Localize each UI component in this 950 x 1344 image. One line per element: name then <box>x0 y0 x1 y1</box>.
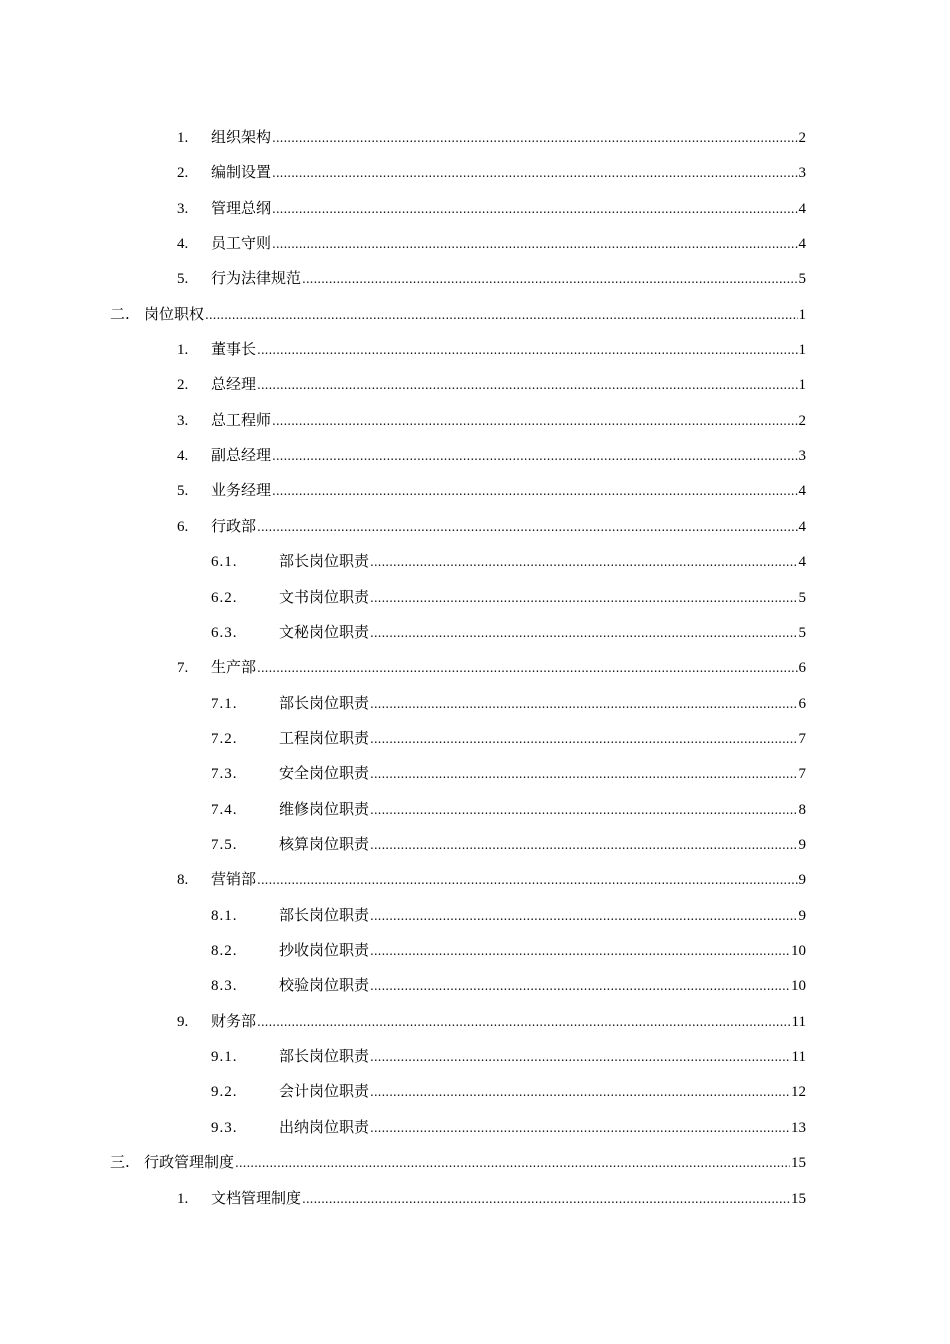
toc-entry-number: 8.2. <box>211 943 238 959</box>
toc-entry-title: 校验岗位职责 <box>279 976 370 994</box>
toc-entry-number: 6. <box>177 519 189 535</box>
toc-entry[interactable] <box>110 1151 806 1173</box>
toc-entry-number: 8. <box>177 872 189 888</box>
toc-entry-number: 1. <box>177 1191 189 1207</box>
toc-entry[interactable] <box>211 1080 806 1102</box>
toc-entry-title: 管理总纲 <box>211 199 272 217</box>
toc-entry-page: 3 <box>798 448 806 464</box>
toc-entry-number: 二. <box>110 305 130 323</box>
toc-entry[interactable] <box>110 303 806 325</box>
toc-entry-title: 副总经理 <box>211 446 272 464</box>
toc-entry-page: 4 <box>798 236 806 252</box>
toc-dot-leader <box>370 905 797 927</box>
toc-entry-page: 5 <box>798 625 806 641</box>
toc-entry-page: 4 <box>798 483 806 499</box>
toc-dot-leader <box>272 233 797 255</box>
toc-entry[interactable] <box>211 692 806 714</box>
toc-dot-leader <box>257 339 797 361</box>
toc-dot-leader <box>370 693 797 715</box>
toc-dot-leader <box>370 1046 791 1068</box>
toc-entry-page: 11 <box>791 1014 806 1030</box>
toc-entry-page: 3 <box>798 165 806 181</box>
toc-entry-title: 总经理 <box>211 375 257 393</box>
toc-entry-title: 总工程师 <box>211 411 272 429</box>
toc-entry-title: 行政管理制度 <box>144 1153 235 1171</box>
toc-entry-page: 4 <box>798 519 806 535</box>
toc-entry-number: 2. <box>177 377 189 393</box>
toc-entry-number: 2. <box>177 165 189 181</box>
toc-entry[interactable] <box>211 1116 806 1138</box>
toc-dot-leader <box>272 410 797 432</box>
toc-dot-leader <box>370 834 797 856</box>
toc-entry-number: 8.3. <box>211 978 238 994</box>
toc-entry[interactable] <box>211 586 806 608</box>
toc-entry-number: 9.1. <box>211 1049 238 1065</box>
toc-dot-leader <box>257 516 797 538</box>
toc-entry-number: 8.1. <box>211 908 238 924</box>
toc-entry[interactable] <box>177 409 806 431</box>
toc-dot-leader <box>257 1011 791 1033</box>
toc-entry-page: 9 <box>798 908 806 924</box>
toc-entry[interactable] <box>211 1045 806 1067</box>
toc-entry-page: 12 <box>791 1084 806 1100</box>
toc-entry-page: 10 <box>791 978 806 994</box>
toc-entry-title: 部长岗位职责 <box>279 906 370 924</box>
toc-entry-title: 文档管理制度 <box>211 1189 302 1207</box>
toc-entry[interactable] <box>211 904 806 926</box>
toc-entry[interactable] <box>177 868 806 890</box>
toc-dot-leader <box>370 799 797 821</box>
toc-dot-leader <box>370 1117 790 1139</box>
toc-entry[interactable] <box>177 479 806 501</box>
toc-entry-number: 9.2. <box>211 1084 238 1100</box>
toc-dot-leader <box>235 1152 790 1174</box>
toc-dot-leader <box>370 1081 790 1103</box>
toc-entry-page: 1 <box>798 342 806 358</box>
toc-dot-leader <box>272 198 797 220</box>
toc-entry[interactable] <box>177 373 806 395</box>
toc-entry-page: 4 <box>798 201 806 217</box>
toc-entry-title: 安全岗位职责 <box>279 764 370 782</box>
toc-entry-title: 抄收岗位职责 <box>279 941 370 959</box>
toc-entry-number: 6.2. <box>211 590 238 606</box>
toc-entry-title: 部长岗位职责 <box>279 1047 370 1065</box>
toc-entry[interactable] <box>177 161 806 183</box>
toc-entry[interactable] <box>177 197 806 219</box>
toc-entry-title: 出纳岗位职责 <box>279 1118 370 1136</box>
toc-entry[interactable] <box>177 515 806 537</box>
toc-entry-page: 2 <box>798 130 806 146</box>
toc-entry-title: 维修岗位职责 <box>279 800 370 818</box>
toc-dot-leader <box>370 551 797 573</box>
toc-dot-leader <box>257 869 797 891</box>
toc-entry-number: 4. <box>177 448 189 464</box>
toc-entry-page: 8 <box>798 802 806 818</box>
toc-entry-title: 编制设置 <box>211 163 272 181</box>
toc-entry-page: 6 <box>798 696 806 712</box>
toc-dot-leader <box>257 657 797 679</box>
toc-entry-title: 业务经理 <box>211 481 272 499</box>
toc-entry-title: 岗位职权 <box>144 305 205 323</box>
toc-dot-leader <box>272 127 797 149</box>
toc-entry-title: 工程岗位职责 <box>279 729 370 747</box>
toc-entry-title: 员工守则 <box>211 234 272 252</box>
toc-entry-page: 11 <box>791 1049 806 1065</box>
toc-entry[interactable] <box>177 338 806 360</box>
toc-entry[interactable] <box>177 267 806 289</box>
toc-entry-page: 1 <box>798 377 806 393</box>
toc-entry-number: 9.3. <box>211 1120 238 1136</box>
toc-entry-page: 5 <box>798 271 806 287</box>
toc-dot-leader <box>205 304 797 326</box>
toc-entry-title: 部长岗位职责 <box>279 694 370 712</box>
toc-dot-leader <box>370 587 797 609</box>
toc-entry-page: 7 <box>798 766 806 782</box>
toc-entry-title: 财务部 <box>211 1012 257 1030</box>
toc-entry[interactable] <box>177 232 806 254</box>
toc-entry-number: 4. <box>177 236 189 252</box>
toc-entry[interactable] <box>211 621 806 643</box>
toc-entry[interactable] <box>177 444 806 466</box>
toc-entry-title: 核算岗位职责 <box>279 835 370 853</box>
toc-dot-leader <box>302 268 797 290</box>
toc-entry-title: 组织架构 <box>211 128 272 146</box>
toc-entry-number: 三. <box>110 1153 130 1171</box>
toc-entry-number: 1. <box>177 342 189 358</box>
toc-entry-title: 文秘岗位职责 <box>279 623 370 641</box>
toc-entry-number: 7.1. <box>211 696 238 712</box>
toc-entry[interactable] <box>177 656 806 678</box>
toc-entry-title: 行为法律规范 <box>211 269 302 287</box>
toc-entry-page: 9 <box>798 837 806 853</box>
toc-entry-number: 7.4. <box>211 802 238 818</box>
toc-entry-number: 3. <box>177 201 189 217</box>
toc-dot-leader <box>272 445 797 467</box>
toc-entry[interactable] <box>211 833 806 855</box>
toc-dot-leader <box>370 728 797 750</box>
toc-dot-leader <box>257 374 797 396</box>
toc-dot-leader <box>370 940 790 962</box>
toc-entry-page: 5 <box>798 590 806 606</box>
toc-entry-page: 9 <box>798 872 806 888</box>
toc-dot-leader <box>370 622 797 644</box>
toc-dot-leader <box>302 1188 790 1210</box>
toc-dot-leader <box>272 162 797 184</box>
toc-entry-page: 6 <box>798 660 806 676</box>
toc-entry[interactable] <box>211 762 806 784</box>
toc-entry-page: 10 <box>791 943 806 959</box>
toc-entry-title: 文书岗位职责 <box>279 588 370 606</box>
toc-entry-number: 5. <box>177 271 189 287</box>
toc-entry[interactable] <box>177 1187 806 1209</box>
toc-entry-number: 5. <box>177 483 189 499</box>
toc-entry-number: 3. <box>177 413 189 429</box>
toc-entry-number: 7.5. <box>211 837 238 853</box>
toc-entry-page: 15 <box>791 1155 806 1171</box>
toc-entry[interactable] <box>211 798 806 820</box>
toc-dot-leader <box>370 975 790 997</box>
toc-dot-leader <box>272 480 797 502</box>
toc-entry-number: 1. <box>177 130 189 146</box>
toc-entry-page: 13 <box>791 1120 806 1136</box>
toc-entry[interactable] <box>177 126 806 148</box>
toc-entry-title: 行政部 <box>211 517 257 535</box>
toc-entry-page: 1 <box>798 307 806 323</box>
toc-entry-page: 2 <box>798 413 806 429</box>
toc-entry-title: 营销部 <box>211 870 257 888</box>
toc-entry-title: 部长岗位职责 <box>279 552 370 570</box>
toc-entry-page: 7 <box>798 731 806 747</box>
toc-entry[interactable] <box>211 974 806 996</box>
toc-entry-number: 6.1. <box>211 554 238 570</box>
toc-entry-number: 6.3. <box>211 625 238 641</box>
toc-entry-title: 生产部 <box>211 658 257 676</box>
toc-entry-page: 15 <box>791 1191 806 1207</box>
toc-entry-page: 4 <box>798 554 806 570</box>
toc-dot-leader <box>370 763 797 785</box>
toc-entry-number: 7.3. <box>211 766 238 782</box>
toc-entry-title: 会计岗位职责 <box>279 1082 370 1100</box>
toc-entry-title: 董事长 <box>211 340 257 358</box>
toc-entry-number: 7. <box>177 660 189 676</box>
toc-entry-number: 9. <box>177 1014 189 1030</box>
toc-entry-number: 7.2. <box>211 731 238 747</box>
toc-entry[interactable] <box>211 939 806 961</box>
toc-entry[interactable] <box>211 550 806 572</box>
toc-entry[interactable] <box>177 1010 806 1032</box>
toc-entry[interactable] <box>211 727 806 749</box>
